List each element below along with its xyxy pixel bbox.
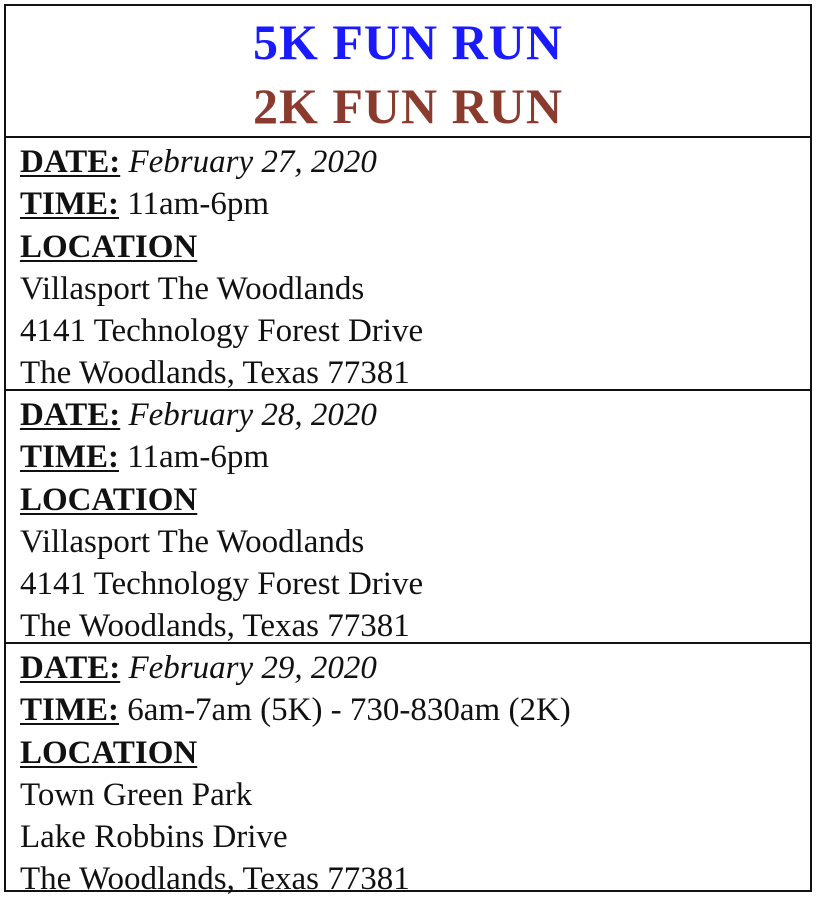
location-label: LOCATION	[20, 228, 198, 265]
event-row	[6, 391, 810, 644]
date-label: DATE:	[20, 144, 121, 180]
date-line	[20, 141, 810, 183]
title-5k-fun-run: 5K FUN RUN	[253, 14, 563, 70]
date-value: February 28, 2020	[128, 397, 377, 433]
venue-name: Villasport The Woodlands	[20, 523, 365, 560]
location-label: LOCATION	[20, 734, 198, 771]
date-line	[20, 647, 810, 689]
street-address: Lake Robbins Drive	[20, 819, 288, 856]
time-value: 11am-6pm	[127, 439, 269, 476]
time-label: TIME:	[20, 439, 119, 476]
location-label: LOCATION	[20, 481, 198, 518]
city-state-zip: The Woodlands, Texas 77381	[20, 861, 410, 898]
venue-name: Villasport The Woodlands	[20, 270, 365, 307]
venue-name: Town Green Park	[20, 776, 253, 813]
title-header	[6, 6, 810, 138]
time-line	[20, 183, 810, 225]
event-row	[6, 138, 810, 391]
time-value: 6am-7am (5K) - 730-830am (2K)	[127, 692, 571, 729]
date-value: February 27, 2020	[128, 144, 377, 180]
event-row	[6, 644, 810, 898]
city-state-zip: The Woodlands, Texas 77381	[20, 355, 410, 392]
date-line	[20, 394, 810, 436]
time-label: TIME:	[20, 186, 119, 223]
date-label: DATE:	[20, 397, 121, 433]
event-schedule-table	[4, 4, 812, 898]
street-address: 4141 Technology Forest Drive	[20, 566, 424, 603]
title-2k-fun-run: 2K FUN RUN	[253, 78, 563, 134]
time-line	[20, 436, 810, 478]
date-label: DATE:	[20, 650, 121, 686]
time-line	[20, 689, 810, 731]
time-value: 11am-6pm	[127, 186, 269, 223]
date-value: February 29, 2020	[128, 650, 377, 686]
city-state-zip: The Woodlands, Texas 77381	[20, 608, 410, 645]
time-label: TIME:	[20, 692, 119, 729]
street-address: 4141 Technology Forest Drive	[20, 313, 424, 350]
